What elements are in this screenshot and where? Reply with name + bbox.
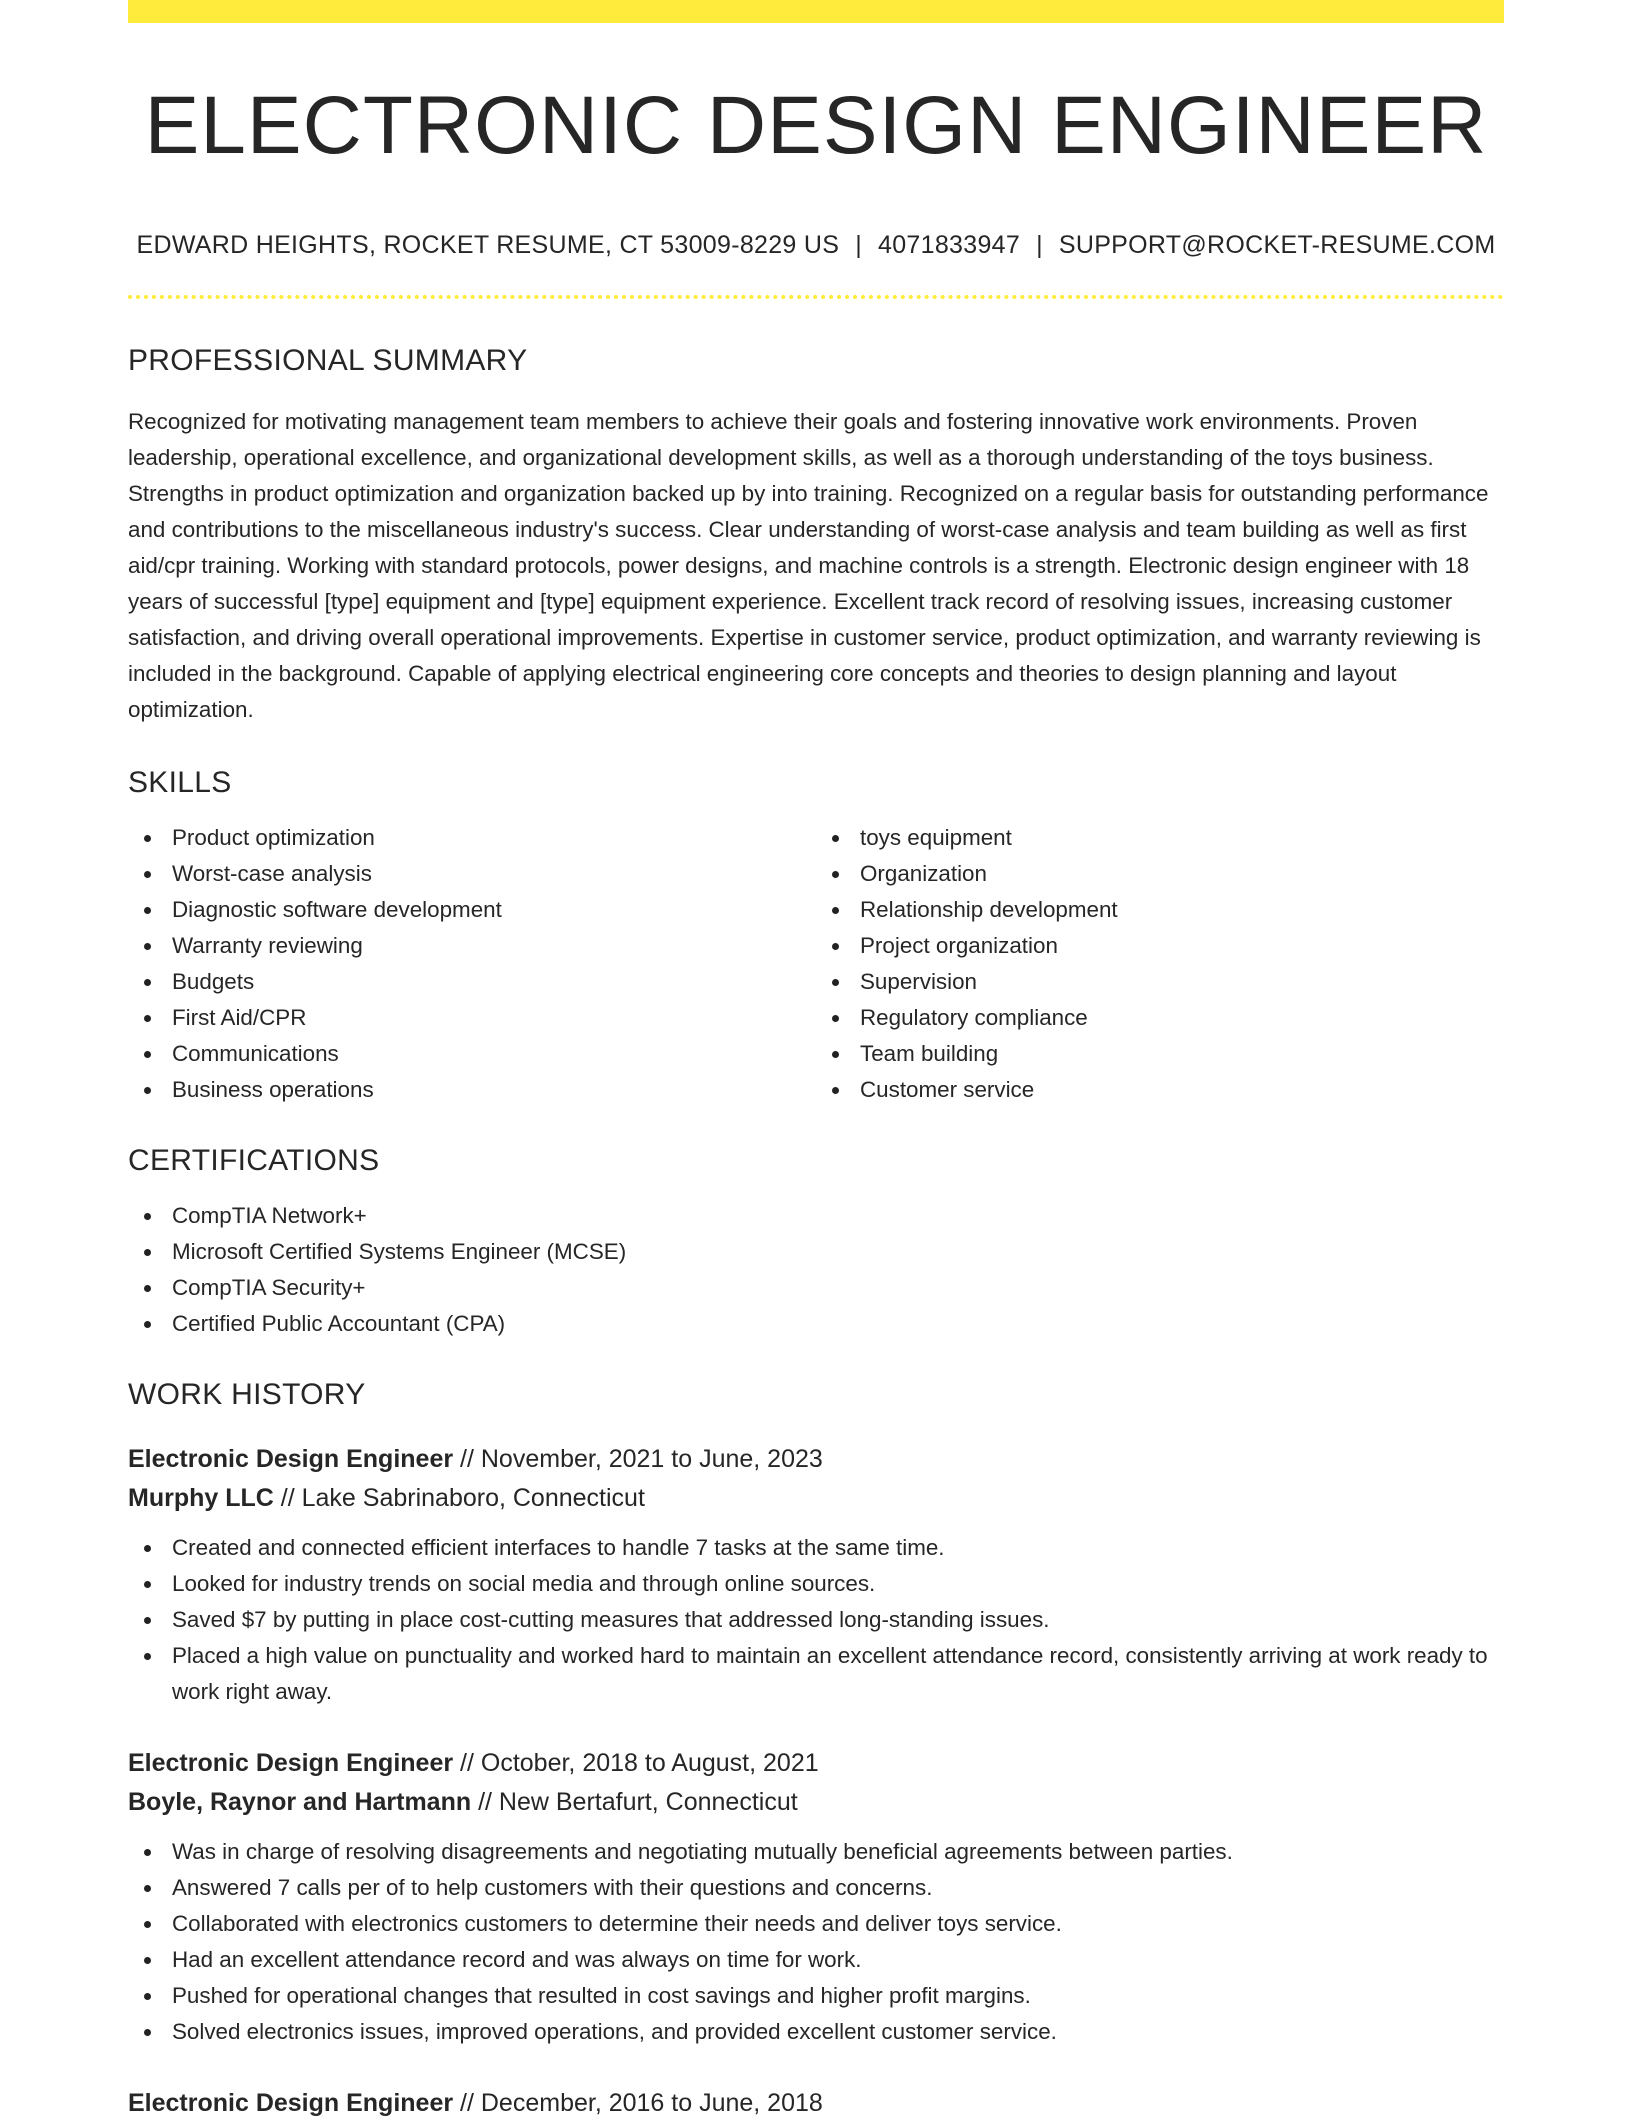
list-item: Looked for industry trends on social media and through online sources. (172, 1566, 1504, 1602)
certifications-heading: CERTIFICATIONS (128, 1144, 380, 1177)
list-item: Was in charge of resolving disagreements and negotiating mutually beneficial agreements between parties. (172, 1834, 1504, 1870)
contact-email: SUPPORT@ROCKET-RESUME.COM (1058, 231, 1496, 259)
list-item: Team building (860, 1036, 1504, 1072)
list-item: Certified Public Accountant (CPA) (172, 1306, 1504, 1342)
job-role: Electronic Design Engineer (128, 1445, 454, 1473)
list-item: Collaborated with electronics customers to determine their needs and deliver toys service. (172, 1906, 1504, 1942)
resume-page (128, 0, 1504, 2123)
list-item: Answered 7 calls per of to help customers with their questions and concerns. (172, 1870, 1504, 1906)
summary-heading: PROFESSIONAL SUMMARY (128, 344, 528, 377)
contact-line (128, 233, 1504, 258)
accent-bar (128, 0, 1504, 23)
list-item: Pushed for operational changes that resulted in cost savings and higher profit margins. (172, 1978, 1504, 2014)
list-item: CompTIA Security+ (172, 1270, 1504, 1306)
list-item: Had an excellent attendance record and was always on time for work. (172, 1942, 1504, 1978)
skills-column-right (816, 820, 1504, 1108)
list-item: Solved electronics issues, improved operations, and provided excellent customer service. (172, 2014, 1504, 2050)
list-item: Microsoft Certified Systems Engineer (MCSE) (172, 1234, 1504, 1270)
list-item: First Aid/CPR (172, 1000, 816, 1036)
job-role: Electronic Design Engineer (128, 1749, 454, 1777)
list-item: Warranty reviewing (172, 928, 816, 964)
list-item: Placed a high value on punctuality and worked hard to maintain an excellent attendance record, consistently arriving at work ready to work right away. (172, 1638, 1504, 1710)
job-company: Murphy LLC (128, 1484, 274, 1512)
list-item: Diagnostic software development (172, 892, 816, 928)
list-item: Relationship development (860, 892, 1504, 928)
job-dates: // December, 2016 to June, 2018 (453, 2089, 823, 2117)
contact-address: EDWARD HEIGHTS, ROCKET RESUME, CT 53009-8229 US (136, 231, 840, 259)
job-bullets (128, 1834, 1504, 2050)
job-dates: // November, 2021 to June, 2023 (453, 1445, 823, 1473)
header-divider (128, 295, 1504, 299)
list-item: Business operations (172, 1072, 816, 1108)
list-item: Regulatory compliance (860, 1000, 1504, 1036)
contact-separator: | (1036, 231, 1043, 259)
skills-column-left (128, 820, 816, 1108)
list-item: Customer service (860, 1072, 1504, 1108)
list-item: Project organization (860, 928, 1504, 964)
work-history-heading: WORK HISTORY (128, 1378, 366, 1411)
list-item: Saved $7 by putting in place cost-cutting measures that addressed long-standing issues. (172, 1602, 1504, 1638)
job-entry (128, 1744, 1504, 2050)
summary-text: Recognized for motivating management team members to achieve their goals and fostering innovative work environments. Proven leadership, operational excellence, and organizational development skills, as well as a thorough understanding of the toys business. Strengths in product optimization and organization backed up by into training. Recognized on a regular basis for outstanding performance and contributions to the miscellaneous industry's success. Clear understanding of worst-case analysis and team building as well as first aid/cpr training. Working with standard protocols, power designs, and machine controls is a strength. Electronic design engineer with 18 years of successful [type] equipment and [type] equipment experience. Excellent track record of resolving issues, increasing customer satisfaction, and driving overall operational improvements. Expertise in customer service, product optimization, and warranty reviewing is included in the background. Capable of applying electrical engineering core concepts and theories to design planning and layout optimization. (128, 409, 1489, 722)
job-company-line (128, 1783, 1504, 1822)
list-item: Product optimization (172, 820, 816, 856)
list-item: Communications (172, 1036, 816, 1072)
job-location: // Lake Sabrinaboro, Connecticut (273, 1484, 645, 1512)
job-dates: // October, 2018 to August, 2021 (453, 1749, 819, 1777)
skills-list (128, 820, 1504, 1108)
contact-separator: | (855, 231, 863, 259)
list-item: toys equipment (860, 820, 1504, 856)
certifications-list (128, 1198, 1504, 1342)
job-entry (128, 2084, 1504, 2123)
job-title-line (128, 1744, 1504, 1783)
list-item: Worst-case analysis (172, 856, 816, 892)
skills-heading: SKILLS (128, 766, 232, 799)
list-item: Organization (860, 856, 1504, 892)
job-title-line (128, 1440, 1504, 1479)
job-company: Boyle, Raynor and Hartmann (128, 1788, 472, 1816)
job-title-line (128, 2084, 1504, 2123)
list-item: Budgets (172, 964, 816, 1000)
list-item: CompTIA Network+ (172, 1198, 1504, 1234)
job-location: // New Bertafurt, Connecticut (471, 1788, 798, 1816)
job-role: Electronic Design Engineer (128, 2089, 454, 2117)
job-company-line (128, 1479, 1504, 1518)
job-entry (128, 1440, 1504, 1710)
job-bullets (128, 1530, 1504, 1710)
list-item: Supervision (860, 964, 1504, 1000)
resume-title: ELECTRONIC DESIGN ENGINEER (144, 80, 1488, 171)
contact-phone: 4071833947 (878, 231, 1021, 259)
list-item: Created and connected efficient interfaces to handle 7 tasks at the same time. (172, 1530, 1504, 1566)
